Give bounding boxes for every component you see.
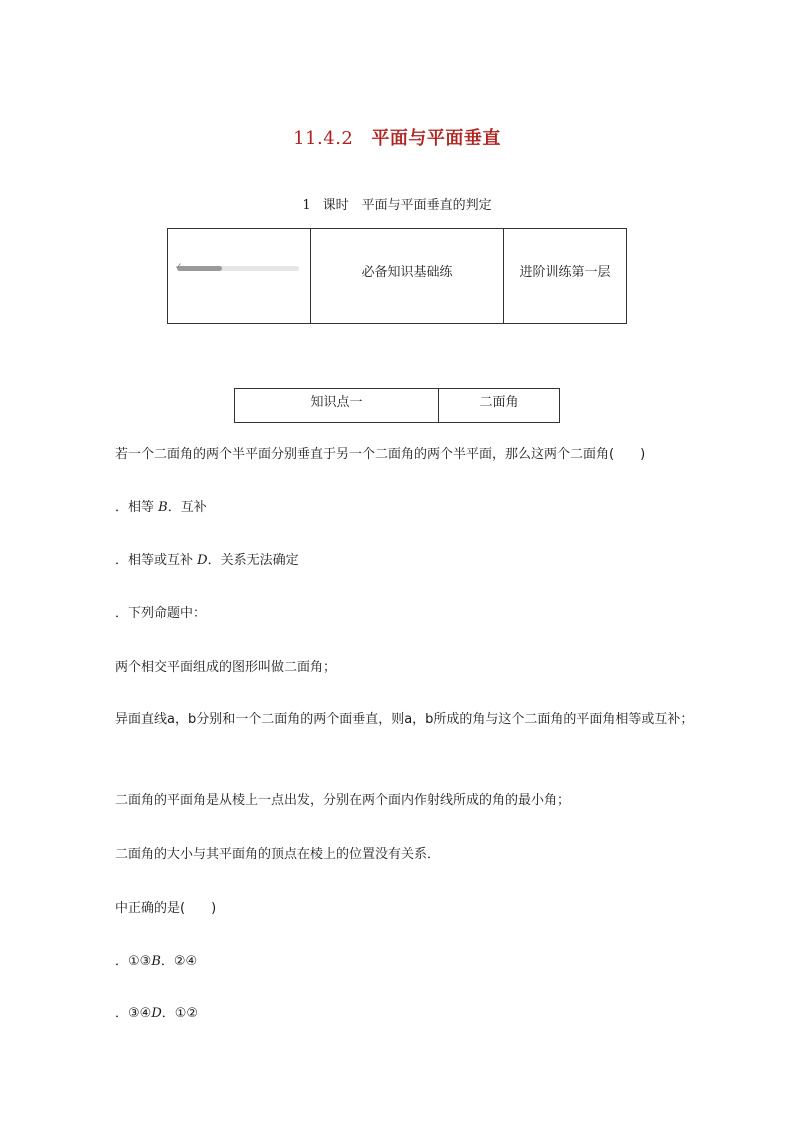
q2-stem: ．下列命题中： <box>115 606 207 621</box>
q1-option-b-letter: B <box>158 500 168 515</box>
level-table <box>167 228 627 324</box>
lesson-number: 1 <box>302 198 311 213</box>
section-title <box>0 124 794 150</box>
q2-proposition-4: 二面角的大小与其平面角的顶点在棱上的位置没有关系． <box>115 847 441 862</box>
knowledge-point-cell <box>235 389 439 423</box>
q2-option-c: ．③④ <box>115 1006 152 1021</box>
q2-option-d: ．①② <box>161 1006 199 1021</box>
q2-proposition-1: 两个相交平面组成的图形叫做二面角； <box>115 660 337 675</box>
q1-option-d: ．关系无法确定 <box>207 553 299 568</box>
q1-option-c: ．相等或互补 <box>115 553 194 568</box>
q2-proposition-2: 异面直线a，b分别和一个二面角的两个面垂直，则a，b所成的角与这个二面角的平面角相等或互补； <box>115 712 694 727</box>
q2-option-d-letter: D <box>151 1006 162 1021</box>
advanced-level-label: 进阶训练第一层 <box>519 265 611 280</box>
q1-stem: 若一个二面角的两个半平面分别垂直于另一个二面角的两个半平面，那么这两个二面角( ) <box>115 447 646 462</box>
lesson-subtitle <box>0 194 794 213</box>
lesson-title: 课时 平面与平面垂直的判定 <box>322 198 492 213</box>
q1-option-d-letter: D <box>197 553 208 568</box>
q2-proposition-3: 二面角的平面角是从棱上一点出发，分别在两个面内作射线所成的角的最小角； <box>115 793 571 808</box>
basic-practice-cell <box>311 229 504 324</box>
progress-fill <box>177 266 222 271</box>
q2-option-a: ．①③ <box>115 954 152 969</box>
q2-ask: 中正确的是( ) <box>115 901 217 916</box>
section-title-text: 平面与平面垂直 <box>371 128 501 149</box>
section-number: 11.4.2 <box>293 128 354 149</box>
q1-options-row1 <box>115 496 207 515</box>
progress-bar <box>175 262 299 272</box>
q1-options-row2 <box>115 549 299 568</box>
q2-option-b-letter: B <box>151 954 161 969</box>
q2-options-row2 <box>115 1002 198 1021</box>
q1-option-a: ．相等 <box>115 500 155 515</box>
knowledge-point-label: 知识点一 <box>310 395 363 410</box>
advanced-level-cell <box>504 229 627 324</box>
topic-label: 二面角 <box>479 395 519 410</box>
knowledge-point-table <box>234 388 560 423</box>
q2-option-b: ．②④ <box>160 954 198 969</box>
check-icon: ✓ <box>175 262 183 272</box>
basic-practice-label: 必备知识基础练 <box>361 265 453 280</box>
topic-cell <box>439 389 560 423</box>
q2-options-row1 <box>115 950 197 969</box>
progress-cell <box>168 229 311 324</box>
q1-option-b: ．互补 <box>167 500 207 515</box>
